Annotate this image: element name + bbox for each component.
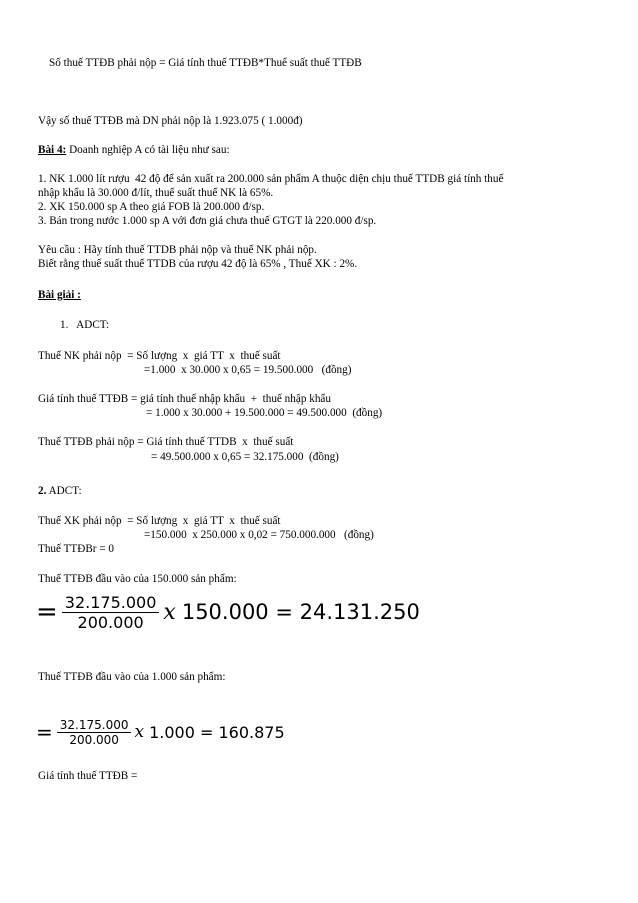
solution-heading: Bài giải : — [38, 289, 81, 301]
xk-calculation: =150.000 x 250.000 x 0,02 = 750.000.000 (đồng) — [144, 529, 374, 541]
gia-calculation: = 1.000 x 30.000 + 19.500.000 = 49.500.000 (đồng) — [146, 407, 383, 419]
equals-sign: = — [36, 597, 58, 627]
nk-formula: Thuế NK phải nộp = Số lượng x giá TT x thuế suất — [38, 350, 281, 362]
multiply-x: x — [163, 599, 176, 625]
equation-result: 1.000 = 160.875 — [149, 722, 285, 742]
conclusion-line: Vậy số thuế TTĐB mà DN phải nộp là 1.923.075 ( 1.000đ) — [38, 115, 303, 127]
ttdb-calculation: = 49.500.000 x 0,65 = 32.175.000 (đồng) — [151, 451, 339, 463]
nk-calculation: =1.000 x 30.000 x 0,65 = 19.500.000 (đồng) — [144, 364, 352, 376]
exercise-title-label: Bài 4: — [38, 144, 67, 156]
fraction-denominator: 200.000 — [77, 612, 144, 632]
final-label: Giá tính thuế TTĐB = — [38, 770, 138, 782]
part2-number: 2. — [38, 485, 47, 497]
gia-formula: Giá tính thuế TTĐB = giá tính thuế nhập khẩu + thuế nhập khẩu — [38, 393, 331, 405]
multiply-x: x — [134, 722, 145, 742]
input-1k-label: Thuế TTĐB đầu vào của 1.000 sản phẩm: — [38, 671, 226, 683]
fraction — [57, 718, 132, 747]
fraction-numerator: 32.175.000 — [64, 592, 157, 612]
part1-label: 1. ADCT: — [60, 319, 110, 331]
ttdb-formula: Thuế TTĐB phải nộp = Giá tính thuế TTDB x thuế suất — [38, 436, 294, 448]
exercise-item: 2. XK 150.000 sp A theo giá FOB là 200.000 đ/sp. — [38, 201, 265, 213]
equals-sign: = — [36, 720, 53, 744]
fraction — [62, 593, 160, 632]
fraction-numerator: 32.175.000 — [59, 717, 129, 732]
part2-label — [38, 484, 82, 498]
part2-text: ADCT: — [46, 485, 82, 497]
exercise-title-rest: Doanh nghiệp A có tài liệu như sau: — [66, 144, 230, 156]
requirement-line: Yêu cầu : Hãy tính thuế TTDB phải nộp và thuế NK phải nộp. — [38, 244, 317, 256]
requirement-line: Biết rằng thuế suất thuế TTDB của rượu 42 độ là 65% , Thuế XK : 2%. — [38, 258, 358, 270]
xk-formula: Thuế XK phải nộp = Số lượng x giá TT x thuế suất — [38, 515, 281, 527]
exercise-title — [38, 143, 230, 157]
input-150k-label: Thuế TTĐB đầu vào của 150.000 sản phẩm: — [38, 573, 237, 585]
equation-1k — [36, 712, 285, 752]
exercise-item: nhập khẩu là 30.000 đ/lít, thuế suất thuế NK là 65%. — [38, 187, 274, 199]
formula-top: Số thuế TTĐB phải nộp = Giá tính thuế TTĐB*Thuế suất thuế TTĐB — [49, 57, 362, 69]
exercise-item: 3. Bán trong nước 1.000 sp A với đơn giá chưa thuế GTGT là 220.000 đ/sp. — [38, 215, 377, 227]
equation-result: 150.000 = 24.131.250 — [181, 600, 420, 624]
exercise-item: 1. NK 1.000 lít rượu 42 độ để sản xuất ra 200.000 sản phẩm A thuộc diện chịu thuế TTDB giá tính thuế — [38, 173, 504, 185]
fraction-denominator: 200.000 — [69, 732, 119, 747]
ttdbr-line: Thuế TTĐBr = 0 — [38, 543, 115, 555]
equation-150k — [36, 586, 420, 638]
